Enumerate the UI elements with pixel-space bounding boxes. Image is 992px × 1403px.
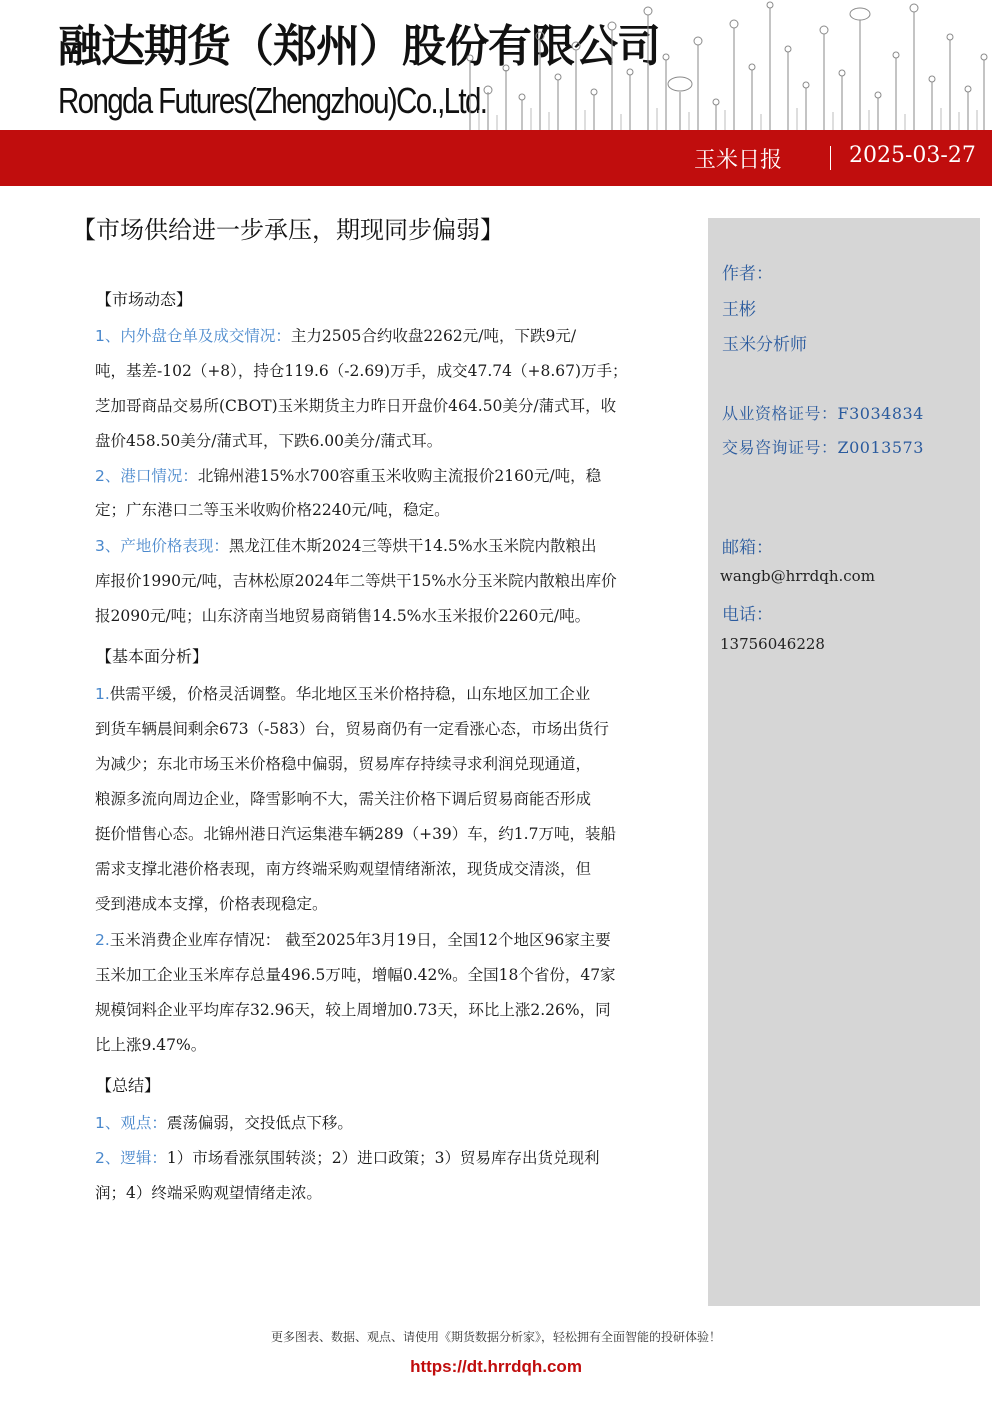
email-label: 邮箱：	[722, 538, 773, 558]
author-label: 作者：	[722, 264, 773, 284]
footer-note: 更多图表、数据、观点、请使用《期货数据分析家》，轻松拥有全面智能的投研体验！	[270, 1330, 721, 1344]
section-title-summary: 【总结】	[96, 1076, 161, 1095]
red-title-bar	[0, 130, 992, 186]
consulting-cert: 交易咨询证号：Z0013573	[722, 438, 924, 457]
fundamental-p1-line3: 为减少；东北市场玉米价格稳中偏弱，贸易库存持续寻求利润兑现通道，	[95, 755, 592, 773]
summary-item1-text: 震荡偏弱，交投低点下移。	[166, 1114, 353, 1132]
fundamental-p1-line2: 到货车辆晨间剩余673（-583）台，贸易商仍有一定看涨心态，市场出货行	[95, 720, 609, 738]
fundamental-p2-line1	[95, 928, 611, 950]
section-title-market: 【市场动态】	[96, 290, 193, 309]
fundamental-p2-line2: 玉米加工企业玉米库存总量496.5万吨，增幅0.42%。全国18个省份，47家	[95, 966, 616, 984]
fundamental-p1-line4: 粮源多流向周边企业，降雪影响不大，需关注价格下调后贸易商能否形成	[95, 790, 592, 808]
report-date: 2025-03-27	[849, 143, 976, 168]
summary-item2-line1	[95, 1146, 599, 1168]
market-item3-line1	[95, 534, 597, 556]
fundamental-p1-label: 1.	[95, 685, 110, 703]
phone-number: 13756046228	[720, 635, 825, 653]
market-item1-text: 主力2505合约收盘2262元/吨，下跌9元/	[290, 327, 577, 345]
report-header	[0, 0, 992, 186]
summary-item2-line2: 润；4）终端采购观望情绪走浓。	[95, 1184, 322, 1202]
market-item2-line1	[95, 464, 601, 486]
fundamental-p1-line6: 需求支撑北港价格表现，南方终端采购观望情绪渐浓，现货成交清淡，但	[95, 860, 592, 878]
market-item1-label: 1、内外盘仓单及成交情况：	[95, 327, 291, 345]
phone-label: 电话：	[722, 605, 773, 625]
market-item3-line3: 报2090元/吨；山东济南当地贸易商销售14.5%水玉米报价2260元/吨。	[95, 607, 591, 625]
fundamental-p2-line3: 规模饲料企业平均库存32.96天，较上周增加0.73天，环比上涨2.26%，同	[95, 1001, 611, 1019]
author-sidebar	[708, 218, 980, 1306]
market-item2-text: 北锦州港15%水700容重玉米收购主流报价2160元/吨，稳	[197, 467, 602, 485]
market-item1-line2: 吨，基差-102（+8），持仓119.6（-2.69)万手，成交47.74（+8.67)万手；	[95, 362, 628, 380]
market-item2-label: 2、港口情况：	[95, 467, 198, 485]
market-item1-line1	[95, 324, 576, 346]
report-name: 玉米日报	[694, 148, 783, 173]
summary-item2-text: 1）市场看涨氛围转淡；2）进口政策；3）贸易库存出货兑现利	[166, 1149, 600, 1167]
email-address[interactable]: wangb@hrrdqh.com	[720, 567, 875, 585]
fundamental-p2-line4: 比上涨9.47%。	[95, 1036, 207, 1054]
market-item2-line2: 定；广东港口二等玉米收购价格2240元/吨，稳定。	[95, 501, 450, 519]
fundamental-p1-text: 供需平缓，价格灵活调整。华北地区玉米价格持稳，山东地区加工企业	[109, 685, 591, 703]
market-item1-line3: 芝加哥商品交易所(CBOT)玉米期货主力昨日开盘价464.50美分/蒲式耳，收	[95, 397, 617, 415]
company-name-cn: 融达期货（郑州）股份有限公司	[58, 21, 660, 72]
author-name: 王彬	[722, 300, 756, 320]
fundamental-p1-line5: 挺价惜售心态。北锦州港日汽运集港车辆289（+39）车，约1.7万吨，装船	[95, 825, 616, 843]
fundamental-p2-text: 玉米消费企业库存情况： 截至2025年3月19日，全国12个地区96家主要	[109, 931, 611, 949]
qualification-cert: 从业资格证号：F3034834	[722, 404, 924, 423]
summary-item1-label: 1、观点：	[95, 1114, 167, 1132]
fundamental-p2-label: 2.	[95, 931, 110, 949]
market-item1-line4: 盘价458.50美分/蒲式耳，下跌6.00美分/蒲式耳。	[95, 432, 443, 450]
market-item3-text: 黑龙江佳木斯2024三等烘干14.5%水玉米院内散粮出	[228, 537, 597, 555]
fundamental-p1-line1	[95, 682, 590, 704]
section-title-fundamental: 【基本面分析】	[96, 647, 209, 666]
market-item3-line2: 库报价1990元/吨，吉林松原2024年二等烘干15%水分玉米院内散粮出库价	[95, 572, 617, 590]
author-title: 玉米分析师	[722, 335, 807, 355]
decorative-circles-graphic	[458, 0, 992, 130]
summary-item2-label: 2、逻辑：	[95, 1149, 167, 1167]
market-item3-label: 3、产地价格表现：	[95, 537, 229, 555]
summary-item1	[95, 1111, 353, 1133]
report-headline: 【市场供给进一步承压，期现同步偏弱】	[72, 216, 504, 244]
title-divider	[830, 146, 831, 170]
footer-link[interactable]: https://dt.hrrdqh.com	[410, 1357, 582, 1376]
fundamental-p1-line7: 受到港成本支撑，价格表现稳定。	[95, 895, 328, 913]
company-name-en: Rongda Futures(Zhengzhou)Co.,Ltd.	[58, 80, 487, 121]
